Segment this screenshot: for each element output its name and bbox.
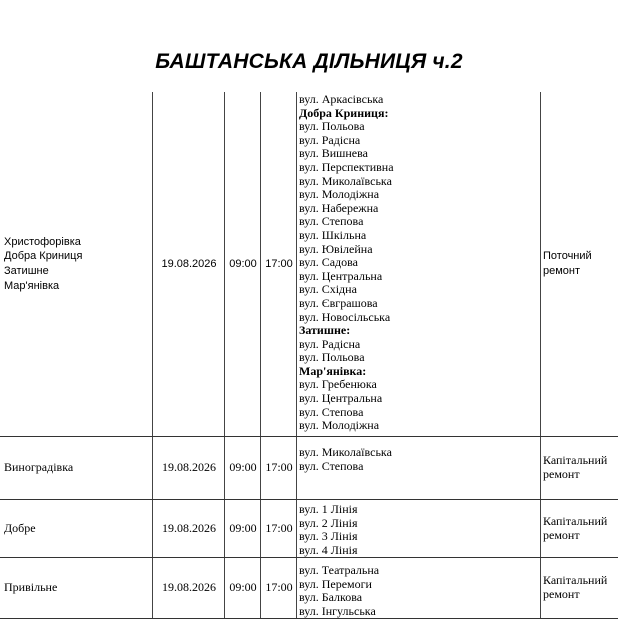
street-item: вул. Євграшова (299, 295, 378, 310)
street-item: вул. Новосільська (299, 309, 391, 324)
street-item: вул. Степова (299, 458, 364, 473)
street-item: вул. Гребенюка (299, 377, 377, 392)
date-cell: 19.08.2026 (162, 460, 216, 475)
street-item: вул. Миколаївська (299, 173, 392, 188)
table-row (0, 437, 618, 500)
street-item: вул. Шкільна (299, 227, 367, 242)
street-item: вул. Перемоги (299, 576, 372, 591)
start-time-cell: 09:00 (229, 460, 257, 475)
end-time-cell: 17:00 (265, 580, 293, 595)
street-item: вул. Польова (299, 119, 365, 134)
end-time-cell: 17:00 (265, 460, 293, 475)
street-item: вул. 2 Лінія (299, 515, 358, 530)
street-item: вул. Польова (299, 350, 365, 365)
settlement-name: Мар'янівка (4, 279, 60, 292)
street-item: вул. Центральна (299, 268, 383, 283)
settlement-cell: Привільне (4, 580, 58, 595)
street-item: вул. Центральна (299, 391, 383, 406)
work-type-line: Капітальний (543, 453, 608, 468)
street-item: вул. Молодіжна (299, 418, 380, 433)
street-item: вул. Миколаївська (299, 445, 392, 459)
date-cell: 19.08.2026 (162, 520, 216, 535)
page-title: БАШТАНСЬКА ДІЛЬНИЦЯ ч.2 (155, 50, 463, 73)
street-item: вул. Радісна (299, 132, 361, 147)
work-type-line: ремонт (543, 467, 580, 481)
street-item: вул. Вишнева (299, 146, 368, 161)
street-item: вул. Ювілейна (299, 241, 373, 256)
street-item: вул. 1 Лінія (299, 502, 358, 516)
street-item: вул. Аркасівська (299, 92, 384, 106)
table-row (0, 500, 618, 558)
settlement-name: Добра Криниця (4, 250, 83, 263)
work-type-line: Капітальний (543, 573, 608, 588)
work-type-line: Капітальний (543, 513, 608, 528)
street-item: вул. Інгульська (299, 603, 376, 618)
start-time-cell: 09:00 (229, 257, 257, 270)
street-item: вул. Садова (299, 255, 358, 270)
work-type-cell (543, 92, 617, 436)
street-item: вул. Молодіжна (299, 187, 380, 202)
settlement-name: Христофорівка (4, 235, 81, 248)
settlement-cell (4, 92, 150, 436)
settlement-header: Добра Криниця: (299, 105, 389, 120)
street-item: вул. Театральна (299, 563, 380, 577)
outage-table (0, 92, 618, 619)
work-type-line: Поточний (543, 250, 592, 263)
start-time-cell: 09:00 (229, 520, 257, 535)
street-item: вул. Балкова (299, 590, 363, 605)
settlement-cell: Добре (4, 520, 36, 535)
work-type-cell (543, 558, 617, 618)
street-list (299, 503, 539, 557)
street-list (299, 564, 539, 618)
settlement-header: Затишне: (299, 323, 351, 338)
street-item: вул. Степова (299, 404, 364, 419)
street-item: вул. 3 Лінія (299, 529, 358, 544)
work-type-cell (543, 500, 617, 557)
end-time-cell: 17:00 (265, 257, 293, 270)
street-item: вул. Перспективна (299, 159, 394, 174)
date-cell: 19.08.2026 (162, 580, 216, 595)
street-item: вул. 4 Лінія (299, 542, 358, 557)
table-row (0, 92, 618, 437)
date-cell: 19.08.2026 (161, 257, 217, 270)
street-item: вул. Східна (299, 282, 357, 297)
settlement-cell: Виноградівка (4, 460, 74, 475)
start-time-cell: 09:00 (229, 580, 257, 595)
settlement-header: Мар'янівка: (299, 363, 367, 378)
street-item: вул. Набережна (299, 200, 379, 215)
work-type-line: ремонт (543, 265, 581, 277)
street-item: вул. Радісна (299, 336, 361, 351)
end-time-cell: 17:00 (265, 520, 293, 535)
street-list (299, 93, 539, 433)
work-type-line: ремонт (543, 527, 580, 542)
work-type-cell (543, 437, 617, 499)
street-item: вул. Степова (299, 214, 364, 229)
settlement-name: Затишне (4, 265, 49, 277)
street-list (299, 446, 539, 473)
work-type-line: ремонт (543, 587, 580, 601)
